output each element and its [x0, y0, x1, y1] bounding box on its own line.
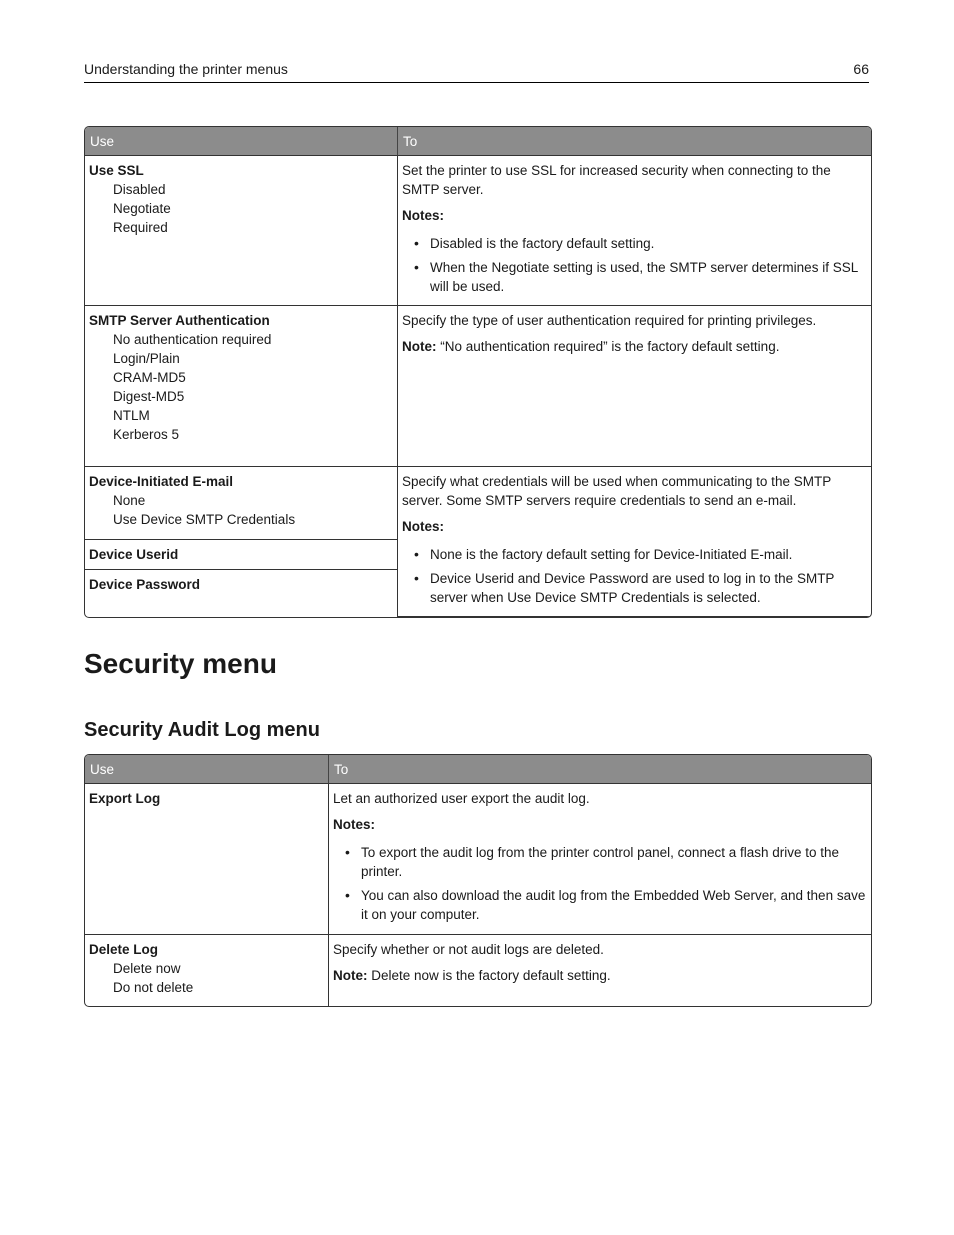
menu-option: Do not delete [113, 980, 194, 995]
note-line [402, 337, 867, 356]
list-item: • Disabled is the factory default setting. [430, 234, 867, 253]
export-log-cell [85, 784, 328, 935]
list-item: • To export the audit log from the printer control panel, connect a flash drive to the printer. [361, 843, 867, 881]
notes-list [333, 843, 867, 924]
menu-option: Kerberos 5 [113, 427, 180, 442]
description-text: Specify what credentials will be used when communicating to the SMTP server. Some SMTP servers require credentials to send an e-mail. [402, 474, 831, 508]
use-ssl-cell [85, 156, 397, 306]
menu-item-name: Use SSL [89, 163, 144, 178]
notes-list [402, 545, 867, 607]
smtp-auth-cell [85, 306, 397, 467]
table-header-row [85, 755, 871, 784]
menu-option: Disabled [113, 182, 166, 197]
menu-item-name: Device Userid [89, 547, 179, 563]
notes-list [402, 234, 867, 296]
menu-option: NTLM [113, 408, 150, 423]
menu-item-name: Export Log [89, 791, 161, 806]
menu-option: Login/Plain [113, 351, 180, 366]
menu-option: No authentication required [113, 332, 272, 347]
menu-item-name: Delete Log [89, 942, 159, 957]
note-text: “No authentication required” is the factory default setting. [440, 339, 780, 354]
note-line [333, 966, 867, 985]
note-label: Note: [402, 339, 437, 354]
menu-option: Negotiate [113, 201, 171, 216]
menu-option: Digest-MD5 [113, 389, 185, 404]
page-number: 66 [853, 61, 869, 77]
device-email-cell [85, 467, 397, 540]
table-row [85, 784, 871, 935]
column-header-to: To [328, 755, 871, 784]
description-text: Set the printer to use SSL for increased security when connecting to the SMTP server. [402, 163, 831, 197]
section-title: Security menu [84, 648, 277, 679]
menu-option: CRAM-MD5 [113, 370, 186, 385]
table-row [85, 156, 871, 306]
menu-option: Required [113, 220, 168, 235]
table-header-row [85, 127, 871, 156]
delete-log-description [328, 935, 871, 1006]
column-header-use: Use [85, 127, 397, 156]
smtp-settings-table [84, 126, 872, 618]
running-header-title: Understanding the printer menus [84, 61, 288, 77]
table-row [85, 935, 871, 1006]
table-row [85, 467, 871, 540]
note-text: Delete now is the factory default setting. [371, 968, 611, 983]
device-userid-cell [85, 540, 397, 569]
list-item: • Device Userid and Device Password are used to log in to the SMTP server when Use Device SMTP Credentials is selected. [430, 569, 867, 607]
menu-item-name: SMTP Server Authentication [89, 313, 270, 328]
subsection-title: Security Audit Log menu [84, 719, 320, 741]
list-item: • When the Negotiate setting is used, the SMTP server determines if SSL will be used. [430, 258, 867, 296]
smtp-auth-description [397, 306, 871, 467]
use-ssl-description [397, 156, 871, 306]
column-header-use: Use [85, 755, 328, 784]
description-text: Specify the type of user authentication required for printing privileges. [402, 313, 817, 328]
list-item: • You can also download the audit log from the Embedded Web Server, and then save it on your computer. [361, 886, 867, 924]
menu-option: Delete now [113, 961, 181, 976]
menu-item-name: Device-Initiated E-mail [89, 474, 234, 489]
audit-log-table [84, 754, 872, 1007]
export-log-description [328, 784, 871, 935]
page-header [84, 60, 869, 83]
description-text: Let an authorized user export the audit log. [333, 791, 590, 806]
delete-log-cell [85, 935, 328, 1006]
device-password-cell [85, 570, 397, 617]
list-item: • None is the factory default setting for Device-Initiated E-mail. [430, 545, 867, 564]
notes-label: Notes: [402, 208, 445, 223]
table-row [85, 306, 871, 467]
menu-option: None [113, 493, 146, 508]
device-email-description [397, 467, 871, 617]
menu-option: Use Device SMTP Credentials [113, 512, 296, 527]
notes-label: Notes: [333, 817, 376, 832]
description-text: Specify whether or not audit logs are deleted. [333, 942, 604, 957]
notes-label: Notes: [402, 519, 445, 534]
note-label: Note: [333, 968, 368, 983]
column-header-to: To [397, 127, 871, 156]
menu-item-name: Device Password [89, 576, 201, 592]
